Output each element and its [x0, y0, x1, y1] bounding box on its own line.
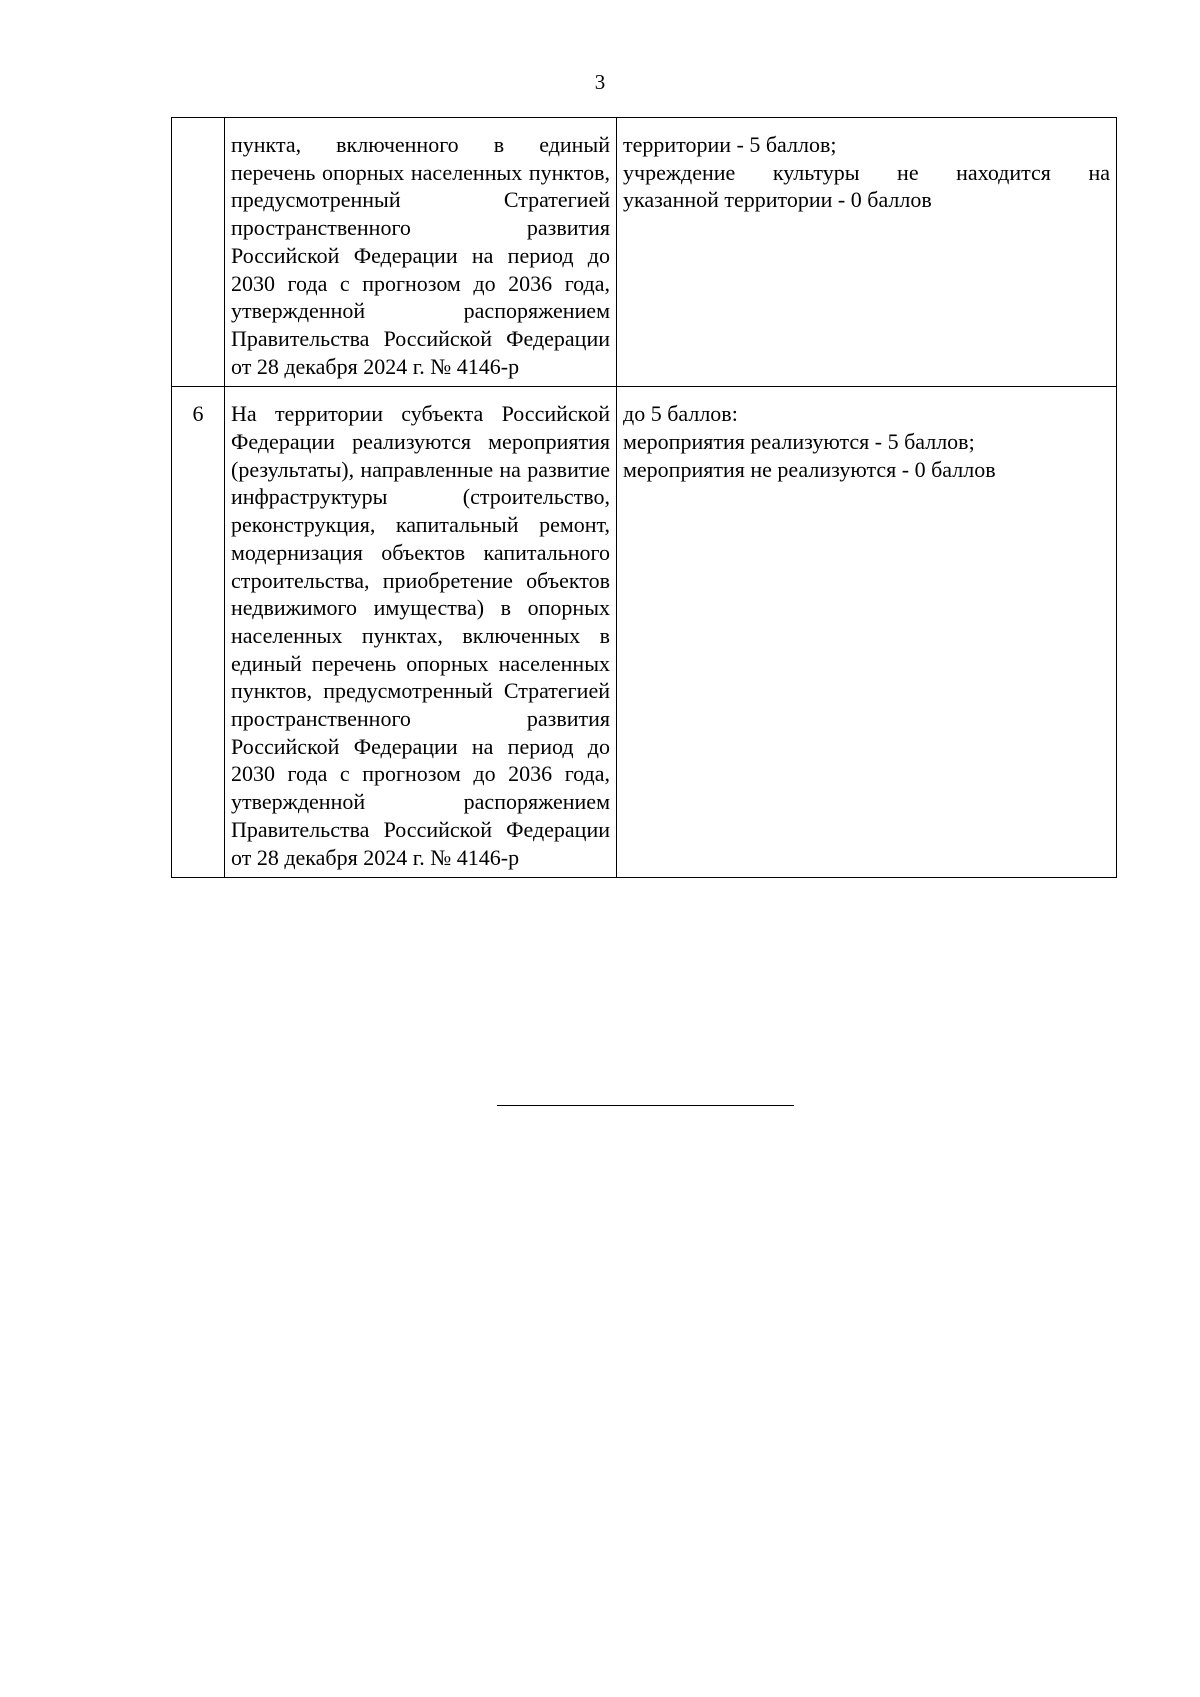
page-number: 3	[594, 70, 606, 94]
score-line: до 5 баллов:	[623, 401, 738, 427]
criterion-cell: На территории субъекта Российской Федерации реализуются мероприятия (результаты), направленные на развитие инфраструктуры (строительство, реконструкция, капитальный ремонт, модернизация объектов капитального строительства, приобретение объектов недвижимого имущества) в опорных населенных пунктах, включенных в единый перечень опорных населенных пунктов, предусмотренный Стратегией пространственного развития Российской Федерации на период до 2030 года с прогнозом до 2036 года, утвержденной распоряжением Правительства Российской Федерации от 28 декабря 2024 г. № 4146-р	[225, 387, 617, 878]
table-row	[172, 387, 1117, 878]
score-line: учреждение культуры не находится на	[623, 159, 1110, 185]
score-cell	[617, 118, 1117, 387]
score-line: территории - 5 баллов;	[623, 132, 837, 157]
criteria-table	[171, 117, 1117, 878]
score-line: указанной территории - 0 баллов	[623, 187, 932, 213]
score-line: мероприятия реализуются - 5 баллов;	[623, 429, 975, 455]
row-number-cell	[172, 118, 225, 387]
table-row	[172, 118, 1117, 387]
row-number-cell: 6	[172, 387, 225, 878]
score-line: мероприятия не реализуются - 0 баллов	[623, 456, 996, 482]
score-cell	[617, 387, 1117, 878]
criterion-cell: пункта, включенного в единый перечень опорных населенных пунктов, предусмотренный Стратегией пространственного развития Российской Федерации на период до 2030 года с прогнозом до 2036 года, утвержденной распоряжением Правительства Российской Федерации от 28 декабря 2024 г. № 4146-р	[225, 118, 617, 387]
closing-rule	[497, 1105, 794, 1106]
